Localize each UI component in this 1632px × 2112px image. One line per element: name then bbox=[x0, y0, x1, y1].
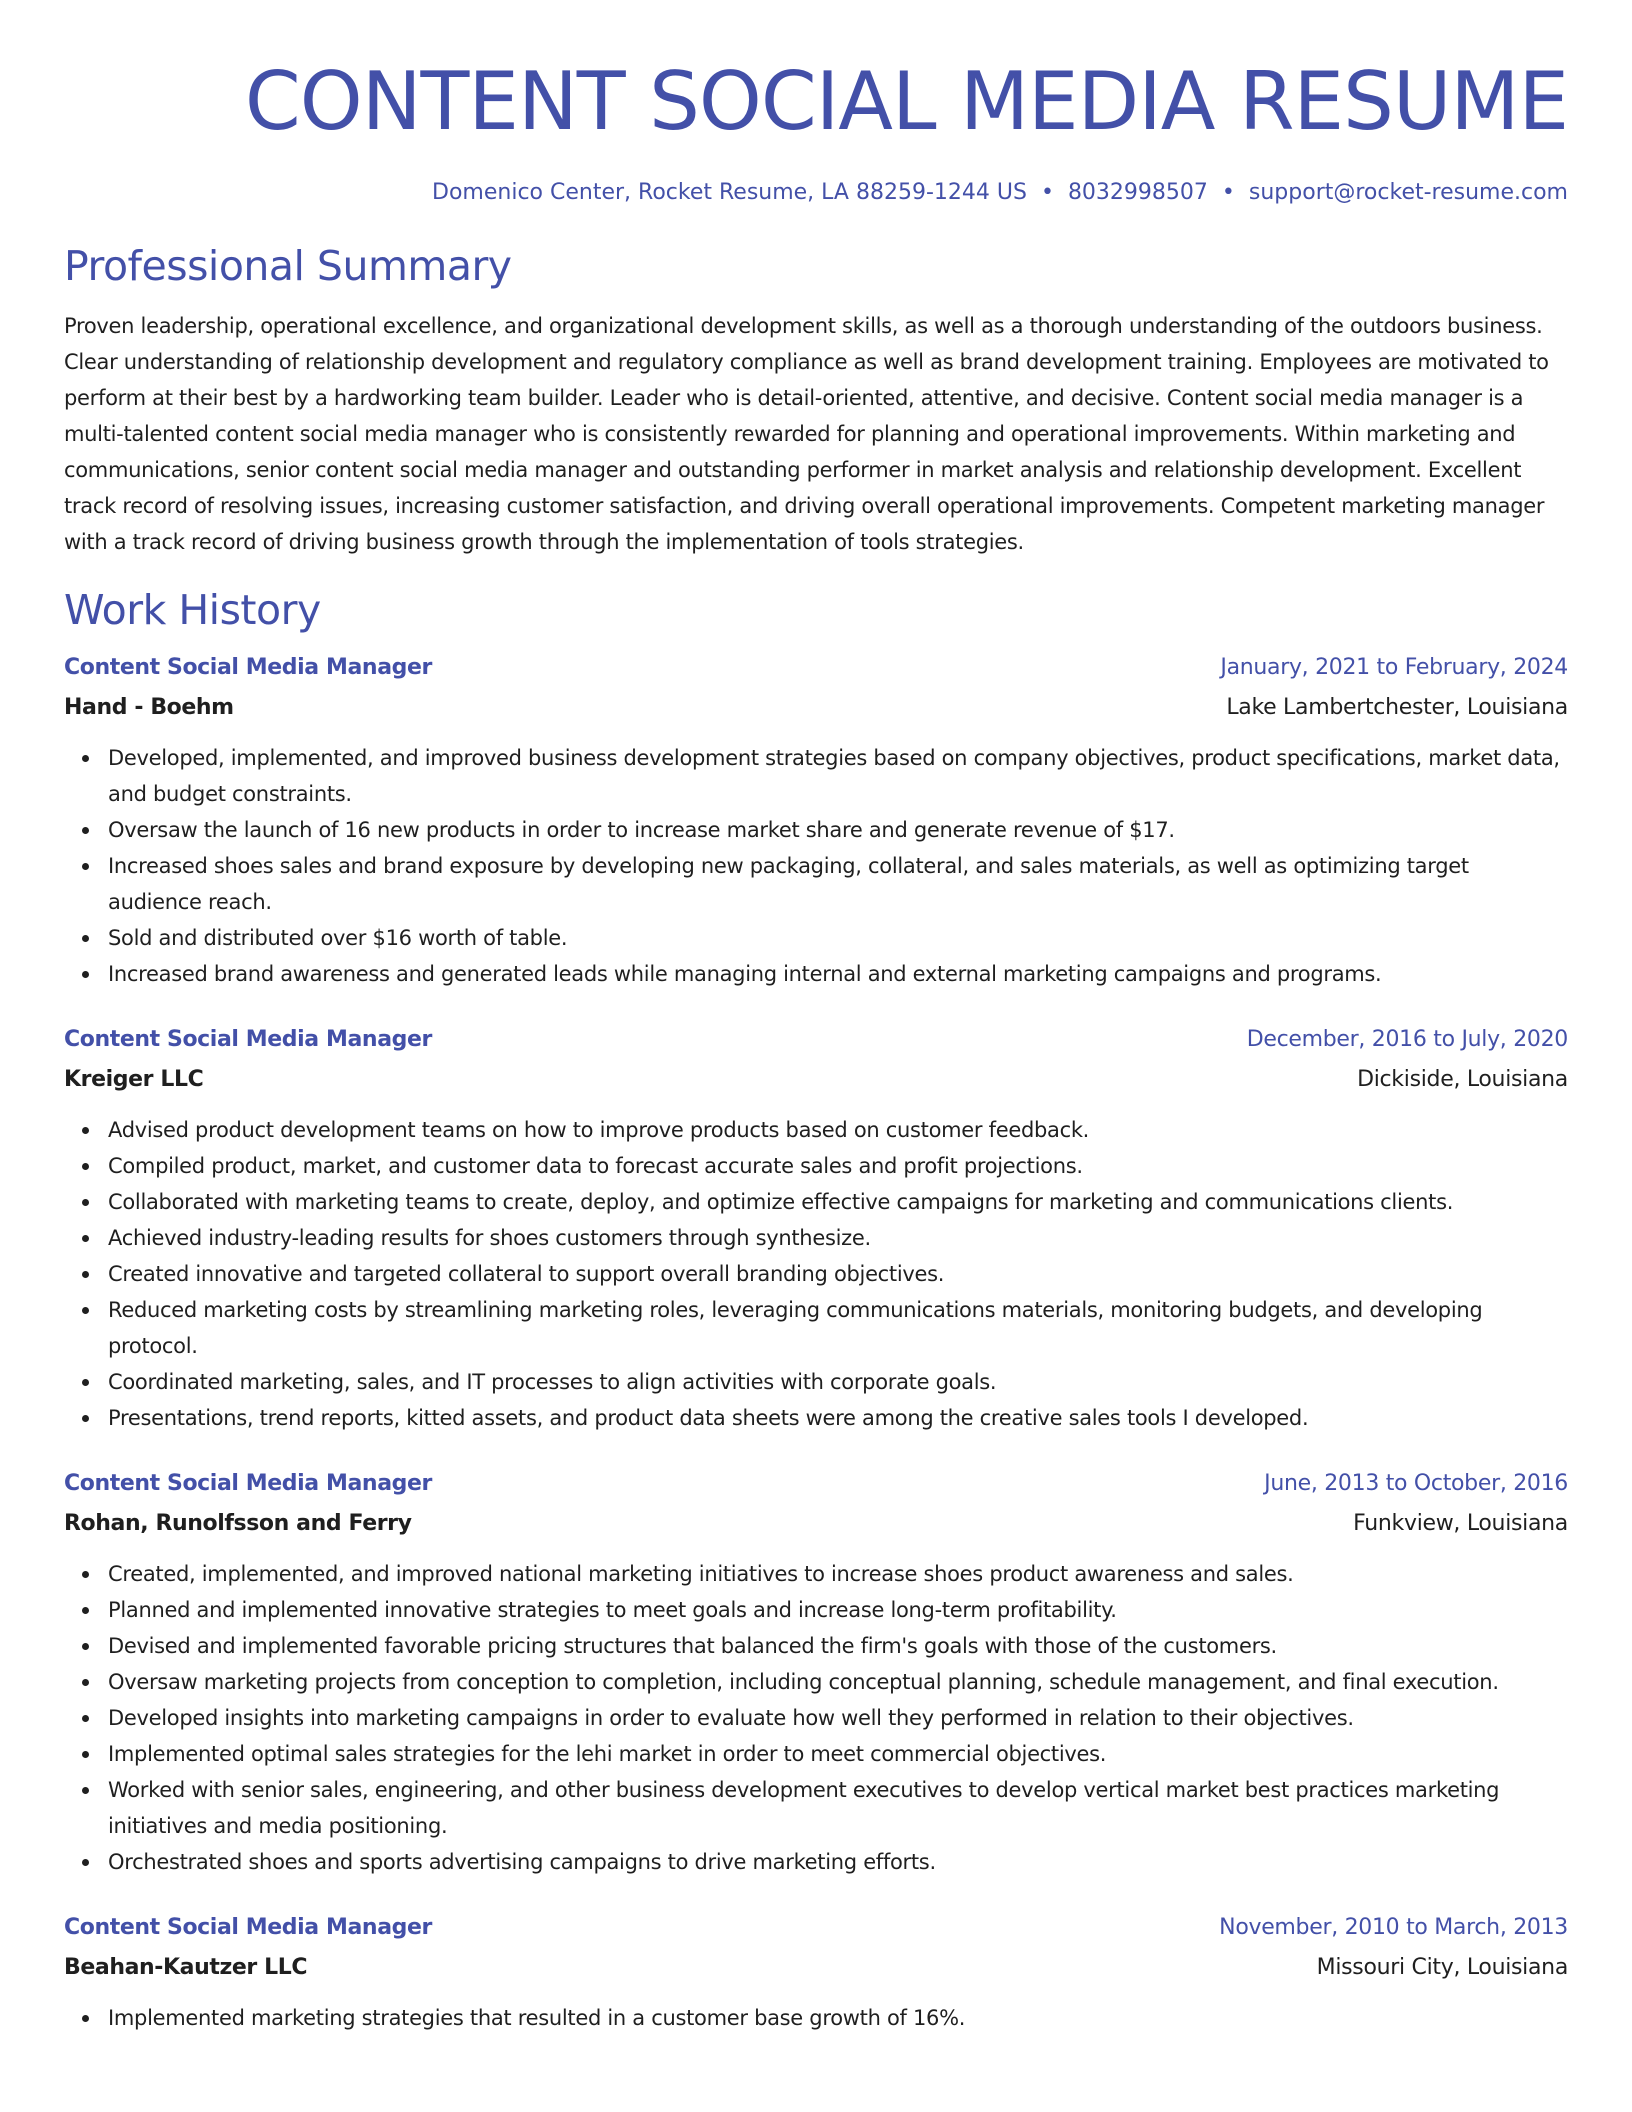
list-item bbox=[108, 1772, 1568, 1844]
job-company-row bbox=[64, 1502, 1568, 1542]
bullet-dot-icon bbox=[82, 1163, 89, 1170]
job-title-row bbox=[64, 1022, 1568, 1058]
bullet-dot-icon bbox=[82, 971, 89, 978]
bullet-text: Planned and implemented innovative strategies to meet goals and increase long-term profitability. bbox=[108, 1598, 1117, 1622]
bullet-text: Devised and implemented favorable pricing structures that balanced the firm's goals with those of the customers. bbox=[108, 1634, 1277, 1658]
resume-header bbox=[64, 52, 1568, 208]
bullet-dot-icon bbox=[82, 755, 89, 762]
list-item bbox=[108, 1256, 1568, 1292]
job-company-row bbox=[64, 1058, 1568, 1098]
list-item bbox=[108, 1664, 1568, 1700]
bullet-text: Created innovative and targeted collateral to support overall branding objectives. bbox=[108, 1262, 945, 1286]
bullet-dot-icon bbox=[82, 1751, 89, 1758]
list-item bbox=[108, 1220, 1568, 1256]
bullet-text: Presentations, trend reports, kitted assets, and product data sheets were among the creative sales tools I developed. bbox=[108, 1406, 1309, 1430]
job-entry bbox=[64, 1022, 1568, 1436]
list-item bbox=[108, 1364, 1568, 1400]
job-title-row bbox=[64, 1466, 1568, 1502]
list-item bbox=[108, 848, 1568, 920]
work-history-section bbox=[64, 584, 1568, 2036]
job-dates: November, 2010 to March, 2013 bbox=[1219, 1915, 1568, 1940]
bullet-dot-icon bbox=[82, 1271, 89, 1278]
bullet-text: Implemented optimal sales strategies for the lehi market in order to meet commercial objectives. bbox=[108, 1742, 1107, 1766]
list-item bbox=[108, 1556, 1568, 1592]
section-heading-work-history: Work History bbox=[64, 586, 321, 634]
contact-phone: 8032998507 bbox=[1067, 180, 1208, 205]
bullet-dot-icon bbox=[82, 1235, 89, 1242]
job-location: Funkview, Louisiana bbox=[1353, 1511, 1568, 1536]
bullet-dot-icon bbox=[82, 1199, 89, 1206]
contact-address: Domenico Center, Rocket Resume, LA 88259-1244 US bbox=[432, 180, 1027, 205]
job-location: Dickiside, Louisiana bbox=[1357, 1067, 1568, 1092]
list-item bbox=[108, 1184, 1568, 1220]
bullet-text: Implemented marketing strategies that resulted in a customer base growth of 16%. bbox=[108, 2006, 966, 2030]
list-item bbox=[108, 1112, 1568, 1148]
job-company: Beahan-Kautzer LLC bbox=[64, 1955, 308, 1980]
job-entry bbox=[64, 1466, 1568, 1880]
job-title: Content Social Media Manager bbox=[64, 1027, 432, 1052]
job-title: Content Social Media Manager bbox=[64, 655, 432, 680]
bullet-text: Oversaw marketing projects from conception to completion, including conceptual planning, schedule management, and final execution. bbox=[108, 1670, 1499, 1694]
bullet-dot-icon bbox=[82, 1379, 89, 1386]
job-dates: January, 2021 to February, 2024 bbox=[1220, 655, 1568, 680]
bullet-dot-icon bbox=[82, 1679, 89, 1686]
bullet-text: Worked with senior sales, engineering, and other business development executives to develop vertical market best practices marketing initiatives and media positioning. bbox=[108, 1778, 1500, 1838]
bullet-text: Compiled product, market, and customer data to forecast accurate sales and profit projections. bbox=[108, 1154, 1083, 1178]
contact-email: support@rocket-resume.com bbox=[1248, 180, 1568, 205]
list-item bbox=[108, 1700, 1568, 1736]
list-item bbox=[108, 1292, 1568, 1364]
bullet-text: Sold and distributed over $16 worth of table. bbox=[108, 926, 568, 950]
list-item bbox=[108, 1400, 1568, 1436]
bullet-text: Collaborated with marketing teams to create, deploy, and optimize effective campaigns for marketing and communications clients. bbox=[108, 1190, 1454, 1214]
bullet-dot-icon bbox=[82, 1415, 89, 1422]
job-entry bbox=[64, 1910, 1568, 2036]
list-item bbox=[108, 740, 1568, 812]
bullet-text: Created, implemented, and improved national marketing initiatives to increase shoes product awareness and sales. bbox=[108, 1562, 1294, 1586]
job-bullet-list bbox=[64, 2000, 1568, 2036]
bullet-dot-icon bbox=[82, 1127, 89, 1134]
job-dates: December, 2016 to July, 2020 bbox=[1246, 1027, 1568, 1052]
job-entry bbox=[64, 650, 1568, 992]
bullet-dot-icon bbox=[82, 935, 89, 942]
summary-text: Proven leadership, operational excellence, and organizational development skills, as well as a thorough understanding of the outdoors business. Clear understanding of relationship development and regulatory compliance as well as brand development training. Employees are motivated to perform at their best by a hardworking team builder. Leader who is detail-oriented, attentive, and decisive. Content social media manager is a multi-talented content social media manager who is consistently rewarded for planning and operational improvements. Within marketing and communications, senior content social media manager and outstanding performer in market analysis and relationship development. Excellent track record of resolving issues, increasing customer satisfaction, and driving overall operational improvements. Competent marketing manager with a track record of driving business growth through the implementation of tools strategies. bbox=[64, 314, 1549, 554]
bullet-text: Advised product development teams on how to improve products based on customer feedback. bbox=[108, 1118, 1090, 1142]
job-list bbox=[64, 650, 1568, 2036]
bullet-text: Oversaw the launch of 16 new products in order to increase market share and generate revenue of $17. bbox=[108, 818, 1175, 842]
job-company: Hand - Boehm bbox=[64, 695, 234, 720]
bullet-dot-icon bbox=[82, 1859, 89, 1866]
bullet-text: Coordinated marketing, sales, and IT processes to align activities with corporate goals. bbox=[108, 1370, 997, 1394]
bullet-text: Increased brand awareness and generated leads while managing internal and external marketing campaigns and programs. bbox=[108, 962, 1382, 986]
job-company-row bbox=[64, 686, 1568, 726]
bullet-text: Achieved industry-leading results for shoes customers through synthesize. bbox=[108, 1226, 871, 1250]
bullet-dot-icon bbox=[82, 1715, 89, 1722]
bullet-dot-icon bbox=[82, 2015, 89, 2022]
list-item bbox=[108, 1844, 1568, 1880]
job-title: Content Social Media Manager bbox=[64, 1915, 432, 1940]
list-item bbox=[108, 1592, 1568, 1628]
list-item bbox=[108, 2000, 1568, 2036]
list-item bbox=[108, 956, 1568, 992]
job-title-row bbox=[64, 1910, 1568, 1946]
list-item bbox=[108, 812, 1568, 848]
contact-separator: • bbox=[1040, 180, 1054, 205]
contact-line bbox=[64, 178, 1568, 208]
bullet-text: Orchestrated shoes and sports advertising campaigns to drive marketing efforts. bbox=[108, 1850, 936, 1874]
bullet-text: Developed, implemented, and improved business development strategies based on company objectives, product specifications, market data, and budget constraints. bbox=[108, 746, 1560, 806]
job-company: Rohan, Runolfsson and Ferry bbox=[64, 1511, 412, 1536]
job-dates: June, 2013 to October, 2016 bbox=[1264, 1471, 1568, 1496]
bullet-dot-icon bbox=[82, 1607, 89, 1614]
job-company-row bbox=[64, 1946, 1568, 1986]
professional-summary-section bbox=[64, 240, 1568, 560]
bullet-dot-icon bbox=[82, 1571, 89, 1578]
bullet-dot-icon bbox=[82, 1307, 89, 1314]
bullet-text: Developed insights into marketing campaigns in order to evaluate how well they performed in relation to their objectives. bbox=[108, 1706, 1354, 1730]
contact-separator: • bbox=[1221, 180, 1235, 205]
list-item bbox=[108, 1148, 1568, 1184]
job-location: Lake Lambertchester, Louisiana bbox=[1226, 695, 1568, 720]
job-title: Content Social Media Manager bbox=[64, 1471, 432, 1496]
list-item bbox=[108, 1628, 1568, 1664]
bullet-text: Increased shoes sales and brand exposure by developing new packaging, collateral, and sales materials, as well as optimizing target audience reach. bbox=[108, 854, 1469, 914]
bullet-dot-icon bbox=[82, 863, 89, 870]
job-location: Missouri City, Louisiana bbox=[1316, 1955, 1568, 1980]
job-company: Kreiger LLC bbox=[64, 1067, 204, 1092]
section-heading-summary: Professional Summary bbox=[64, 242, 512, 290]
job-title-row bbox=[64, 650, 1568, 686]
list-item bbox=[108, 920, 1568, 956]
list-item bbox=[108, 1736, 1568, 1772]
bullet-dot-icon bbox=[82, 1643, 89, 1650]
bullet-dot-icon bbox=[82, 827, 89, 834]
bullet-text: Reduced marketing costs by streamlining marketing roles, leveraging communications materials, monitoring budgets, and developing protocol. bbox=[108, 1298, 1483, 1358]
job-bullet-list bbox=[64, 1556, 1568, 1880]
resume-title: CONTENT SOCIAL MEDIA RESUME bbox=[244, 55, 1568, 148]
bullet-dot-icon bbox=[82, 1787, 89, 1794]
job-bullet-list bbox=[64, 1112, 1568, 1436]
job-bullet-list bbox=[64, 740, 1568, 992]
